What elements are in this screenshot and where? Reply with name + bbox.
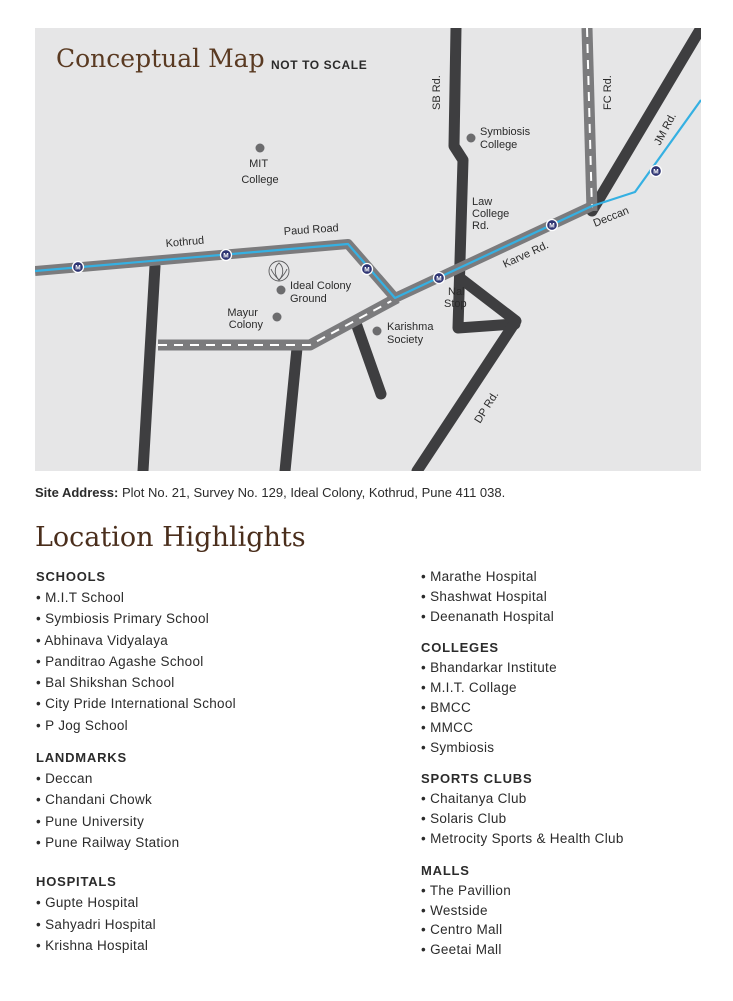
kothrud-link-road (143, 266, 155, 471)
colleges-section (421, 638, 733, 757)
karve-road-label: Karve Rd. (501, 239, 551, 271)
metro-station-icon (547, 220, 558, 231)
mit-marker-icon (256, 144, 265, 153)
list-item: • Shashwat Hospital (421, 587, 733, 607)
list-item: • Bhandarkar Institute (421, 658, 733, 678)
metro-stations (73, 166, 662, 284)
list-item: • Pune Railway Station (36, 832, 356, 853)
nal-stop-label: Nal Stop (444, 286, 467, 310)
ideal-colony-marker-icon (277, 286, 286, 295)
schools-heading: SCHOOLS (36, 569, 106, 584)
symbiosis-college-label: Symbiosis College (480, 126, 531, 151)
metro-station-icon (73, 262, 84, 273)
law-college-road-label: Law College Rd. (472, 196, 510, 232)
list-item: • Gupte Hospital (36, 892, 356, 913)
hospitals-heading: HOSPITALS (36, 874, 117, 890)
site-address (35, 485, 505, 500)
svg-text:M: M (75, 264, 81, 272)
list-item: • Westside (421, 901, 733, 921)
mayur-colony-marker-icon (273, 313, 282, 322)
list-item: • Marathe Hospital (421, 567, 733, 587)
list-item: • Deenanath Hospital (421, 607, 733, 627)
list-item: • Sahyadri Hospital (36, 914, 356, 935)
list-item: • Symbiosis Primary School (36, 608, 356, 629)
list-item: • Deccan (36, 768, 356, 789)
metro-station-icon (362, 264, 373, 275)
list-item: • Solaris Club (421, 809, 733, 829)
list-item: • Krishna Hospital (36, 935, 356, 956)
map-scale-note: NOT TO SCALE (271, 58, 368, 72)
location-highlights-title: Location Highlights (35, 522, 306, 553)
mayur-colony-label: Mayur Colony (227, 307, 263, 331)
list-item: • M.I.T. Collage (421, 678, 733, 698)
mayur-colony-road (285, 348, 297, 471)
sports-clubs-section (421, 769, 733, 848)
svg-text:M: M (364, 266, 370, 274)
karishma-marker-icon (373, 327, 382, 336)
grey-roads (158, 28, 592, 345)
landmarks-section (36, 748, 356, 853)
map-canvas (35, 28, 701, 471)
metro-station-icon (221, 250, 232, 261)
list-item: • Abhinava Vidyalaya (36, 630, 356, 651)
deccan-road-label: Deccan (591, 204, 631, 230)
list-item: • Symbiosis (421, 738, 733, 758)
grey-road-dashes (158, 28, 592, 345)
list-item: • City Pride International School (36, 693, 356, 714)
colleges-heading: COLLEGES (421, 640, 499, 656)
list-item: • MMCC (421, 718, 733, 738)
hospitals-continued-section (421, 567, 733, 626)
malls-section (421, 861, 733, 960)
list-item: • The Pavillion (421, 881, 733, 901)
metro-station-icon (434, 273, 445, 284)
svg-text:M: M (549, 222, 555, 230)
metro-station-icon (651, 166, 662, 177)
site-address-label: Site Address: (35, 485, 119, 500)
list-item: • Metrocity Sports & Health Club (421, 829, 733, 849)
list-item: • Pune University (36, 811, 356, 832)
list-item: • Bal Shikshan School (36, 672, 356, 693)
list-item: • BMCC (421, 698, 733, 718)
sb-road-label: SB Rd. (431, 75, 443, 110)
paud-road-label: Paud Road (283, 222, 340, 238)
jm-road-label: JM Rd. (652, 111, 680, 148)
highlights-left-column (36, 567, 356, 968)
kothrud-road-label: Kothrud (165, 234, 205, 250)
fc-road-label: FC Rd. (602, 75, 614, 110)
list-item: • Panditrao Agashe School (36, 651, 356, 672)
ideal-colony-label: Ideal Colony Ground (290, 280, 352, 305)
list-item: • Centro Mall (421, 920, 733, 940)
svg-text:M: M (223, 252, 229, 260)
site-address-value: Plot No. 21, Survey No. 129, Ideal Colony, Kothrud, Pune 411 038. (121, 485, 506, 500)
list-item: • P Jog School (36, 715, 356, 736)
list-item: • M.I.T School (36, 587, 356, 608)
malls-heading: MALLS (421, 862, 470, 878)
schools-section (36, 567, 356, 736)
list-item: • Geetai Mall (421, 940, 733, 960)
leaf-logo-icon (269, 261, 289, 281)
dp-road-label: DP Rd. (472, 389, 502, 426)
map-title: Conceptual Map (56, 44, 265, 73)
conceptual-map (35, 28, 701, 471)
svg-text:M: M (436, 275, 442, 283)
svg-text:M: M (653, 168, 659, 176)
karishma-road (357, 326, 381, 394)
hospitals-section (36, 872, 356, 956)
jm-road-dark (592, 28, 701, 211)
highlights-right-column (421, 567, 733, 972)
landmarks-heading: LANDMARKS (36, 750, 127, 766)
fc-road (587, 28, 592, 211)
mit-college-label: MIT College (241, 158, 279, 186)
sports-clubs-heading: SPORTS CLUBS (421, 771, 533, 787)
list-item: • Chandani Chowk (36, 789, 356, 810)
karishma-society-label: Karishma Society (387, 321, 434, 346)
list-item: • Chaitanya Club (421, 789, 733, 809)
symbiosis-marker-icon (467, 134, 476, 143)
